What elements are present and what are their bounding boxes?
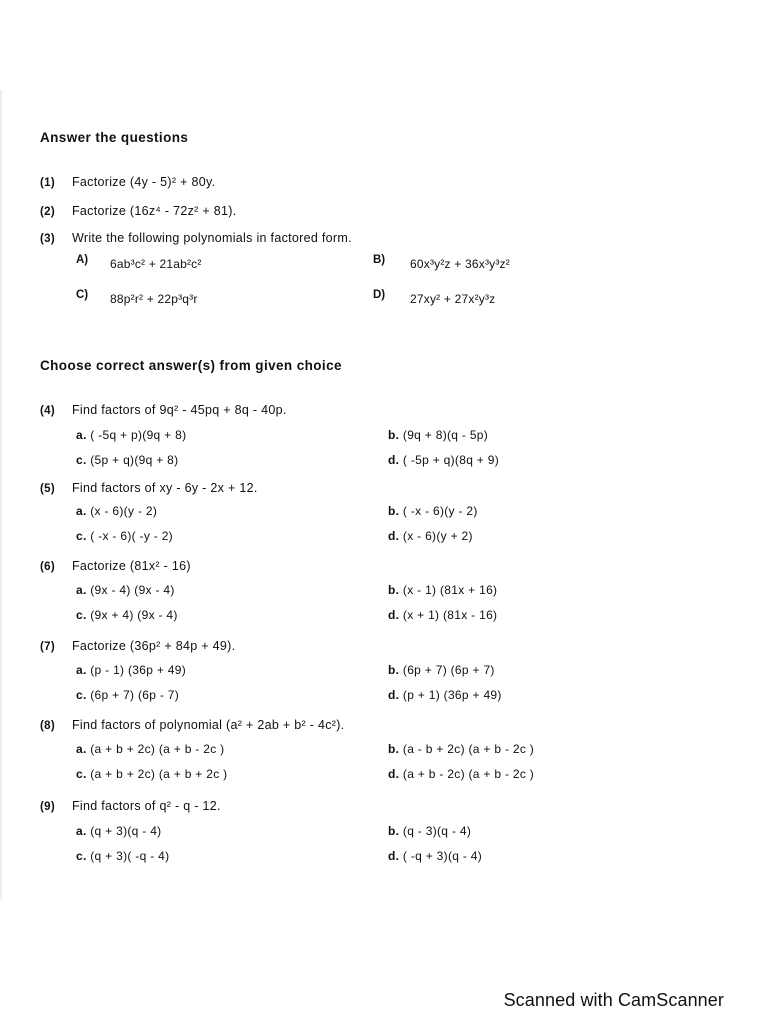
section-title-answer: Answer the questions — [40, 130, 189, 145]
option-text: (x + 1) (81x - 16) — [402, 608, 498, 622]
option-letter: a. — [76, 742, 87, 756]
option-letter: b. — [388, 428, 400, 442]
question-number: (9) — [40, 801, 55, 813]
question-number: (1) — [40, 177, 55, 189]
question-number: (7) — [40, 641, 55, 653]
option-letter: a. — [76, 583, 87, 597]
option-4b[interactable] — [388, 428, 488, 442]
option-6c[interactable] — [76, 608, 178, 622]
option-5a[interactable] — [76, 504, 157, 518]
option-8c[interactable] — [76, 767, 227, 781]
option-letter: a. — [76, 504, 87, 518]
option-text: ( -x - 6)( -y - 2) — [90, 529, 173, 543]
option-letter: b. — [388, 663, 400, 677]
part-label-b: B) — [373, 254, 386, 266]
option-text: (a + b + 2c) (a + b + 2c ) — [90, 767, 228, 781]
option-letter: d. — [388, 688, 400, 702]
question-number: (8) — [40, 720, 55, 732]
option-text: (9q + 8)(q - 5p) — [402, 428, 489, 442]
option-6b[interactable] — [388, 583, 497, 597]
option-9a[interactable] — [76, 824, 161, 838]
option-text: (x - 6)(y + 2) — [402, 529, 473, 543]
camscanner-watermark: Scanned with CamScanner — [503, 990, 724, 1010]
option-letter: d. — [388, 849, 400, 863]
question-9 — [40, 799, 221, 813]
scan-edge — [0, 90, 3, 900]
question-6 — [40, 559, 191, 573]
polynomial-b: 60x³y²z + 36x³y³z² — [410, 257, 510, 271]
polynomial-c: 88p²r² + 22p³q³r — [110, 292, 198, 306]
option-letter: d. — [388, 529, 400, 543]
option-letter: a. — [76, 824, 87, 838]
option-7a[interactable] — [76, 663, 186, 677]
option-text: ( -5p + q)(8q + 9) — [402, 453, 500, 467]
part-label-a: A) — [76, 254, 89, 266]
option-letter: c. — [76, 849, 87, 863]
question-text: Factorize (36p² + 84p + 49). — [72, 639, 236, 653]
option-text: (a + b + 2c) (a + b - 2c ) — [90, 742, 225, 756]
option-letter: d. — [388, 767, 400, 781]
option-text: (q + 3)( -q - 4) — [90, 849, 170, 863]
question-number: (3) — [40, 233, 55, 245]
question-2 — [40, 204, 236, 218]
option-6d[interactable] — [388, 608, 497, 622]
question-text: Factorize (16z⁴ - 72z² + 81). — [72, 204, 237, 218]
polynomial-a: 6ab³c² + 21ab²c² — [110, 257, 202, 271]
option-8a[interactable] — [76, 742, 224, 756]
option-4a[interactable] — [76, 428, 186, 442]
option-9c[interactable] — [76, 849, 169, 863]
question-text: Find factors of xy - 6y - 2x + 12. — [72, 481, 258, 495]
question-text: Factorize (4y - 5)² + 80y. — [72, 175, 216, 189]
option-5c[interactable] — [76, 529, 173, 543]
option-text: (a + b - 2c) (a + b - 2c ) — [402, 767, 535, 781]
option-5b[interactable] — [388, 504, 478, 518]
option-letter: b. — [388, 504, 400, 518]
option-letter: b. — [388, 824, 400, 838]
option-letter: b. — [388, 742, 400, 756]
option-text: (6p + 7) (6p - 7) — [90, 688, 180, 702]
option-letter: a. — [76, 428, 87, 442]
question-number: (2) — [40, 206, 55, 218]
part-label-c: C) — [76, 289, 89, 301]
question-number: (5) — [40, 483, 55, 495]
option-text: (p + 1) (36p + 49) — [402, 688, 502, 702]
option-text: (x - 1) (81x + 16) — [402, 583, 498, 597]
option-7c[interactable] — [76, 688, 179, 702]
option-5d[interactable] — [388, 529, 473, 543]
option-text: ( -q + 3)(q - 4) — [402, 849, 483, 863]
option-letter: c. — [76, 688, 87, 702]
option-letter: a. — [76, 663, 87, 677]
option-text: (5p + q)(9q + 8) — [90, 453, 179, 467]
option-text: ( -5q + p)(9q + 8) — [90, 428, 187, 442]
question-text: Find factors of polynomial (a² + 2ab + b² - 4c²). — [72, 718, 345, 732]
option-text: (9x - 4) (9x - 4) — [90, 583, 175, 597]
option-4d[interactable] — [388, 453, 499, 467]
option-6a[interactable] — [76, 583, 175, 597]
question-number: (4) — [40, 405, 55, 417]
option-text: (p - 1) (36p + 49) — [90, 663, 187, 677]
option-text: (x - 6)(y - 2) — [90, 504, 158, 518]
option-4c[interactable] — [76, 453, 178, 467]
option-letter: b. — [388, 583, 400, 597]
section-title-choose: Choose correct answer(s) from given choice — [40, 358, 342, 373]
option-9d[interactable] — [388, 849, 482, 863]
option-letter: c. — [76, 767, 87, 781]
question-7 — [40, 639, 235, 653]
option-text: (a - b + 2c) (a + b - 2c ) — [402, 742, 535, 756]
option-letter: d. — [388, 453, 400, 467]
option-8d[interactable] — [388, 767, 534, 781]
option-text: (6p + 7) (6p + 7) — [402, 663, 495, 677]
part-label-d: D) — [373, 289, 386, 301]
question-text: Find factors of 9q² - 45pq + 8q - 40p. — [72, 403, 287, 417]
question-text: Find factors of q² - q - 12. — [72, 799, 221, 813]
option-8b[interactable] — [388, 742, 534, 756]
question-number: (6) — [40, 561, 55, 573]
question-text: Factorize (81x² - 16) — [72, 559, 191, 573]
option-text: (q + 3)(q - 4) — [90, 824, 162, 838]
option-7b[interactable] — [388, 663, 495, 677]
option-text: ( -x - 6)(y - 2) — [402, 504, 478, 518]
question-text: Write the following polynomials in factored form. — [72, 231, 352, 245]
option-letter: c. — [76, 529, 87, 543]
question-4 — [40, 403, 287, 417]
option-letter: c. — [76, 453, 87, 467]
question-3 — [40, 231, 352, 245]
question-8 — [40, 718, 344, 732]
option-text: (9x + 4) (9x - 4) — [90, 608, 178, 622]
option-7d[interactable] — [388, 688, 502, 702]
option-9b[interactable] — [388, 824, 471, 838]
polynomial-d: 27xy² + 27x²y³z — [410, 292, 496, 306]
option-letter: d. — [388, 608, 400, 622]
option-letter: c. — [76, 608, 87, 622]
question-5 — [40, 481, 258, 495]
question-1 — [40, 175, 215, 189]
option-text: (q - 3)(q - 4) — [402, 824, 472, 838]
